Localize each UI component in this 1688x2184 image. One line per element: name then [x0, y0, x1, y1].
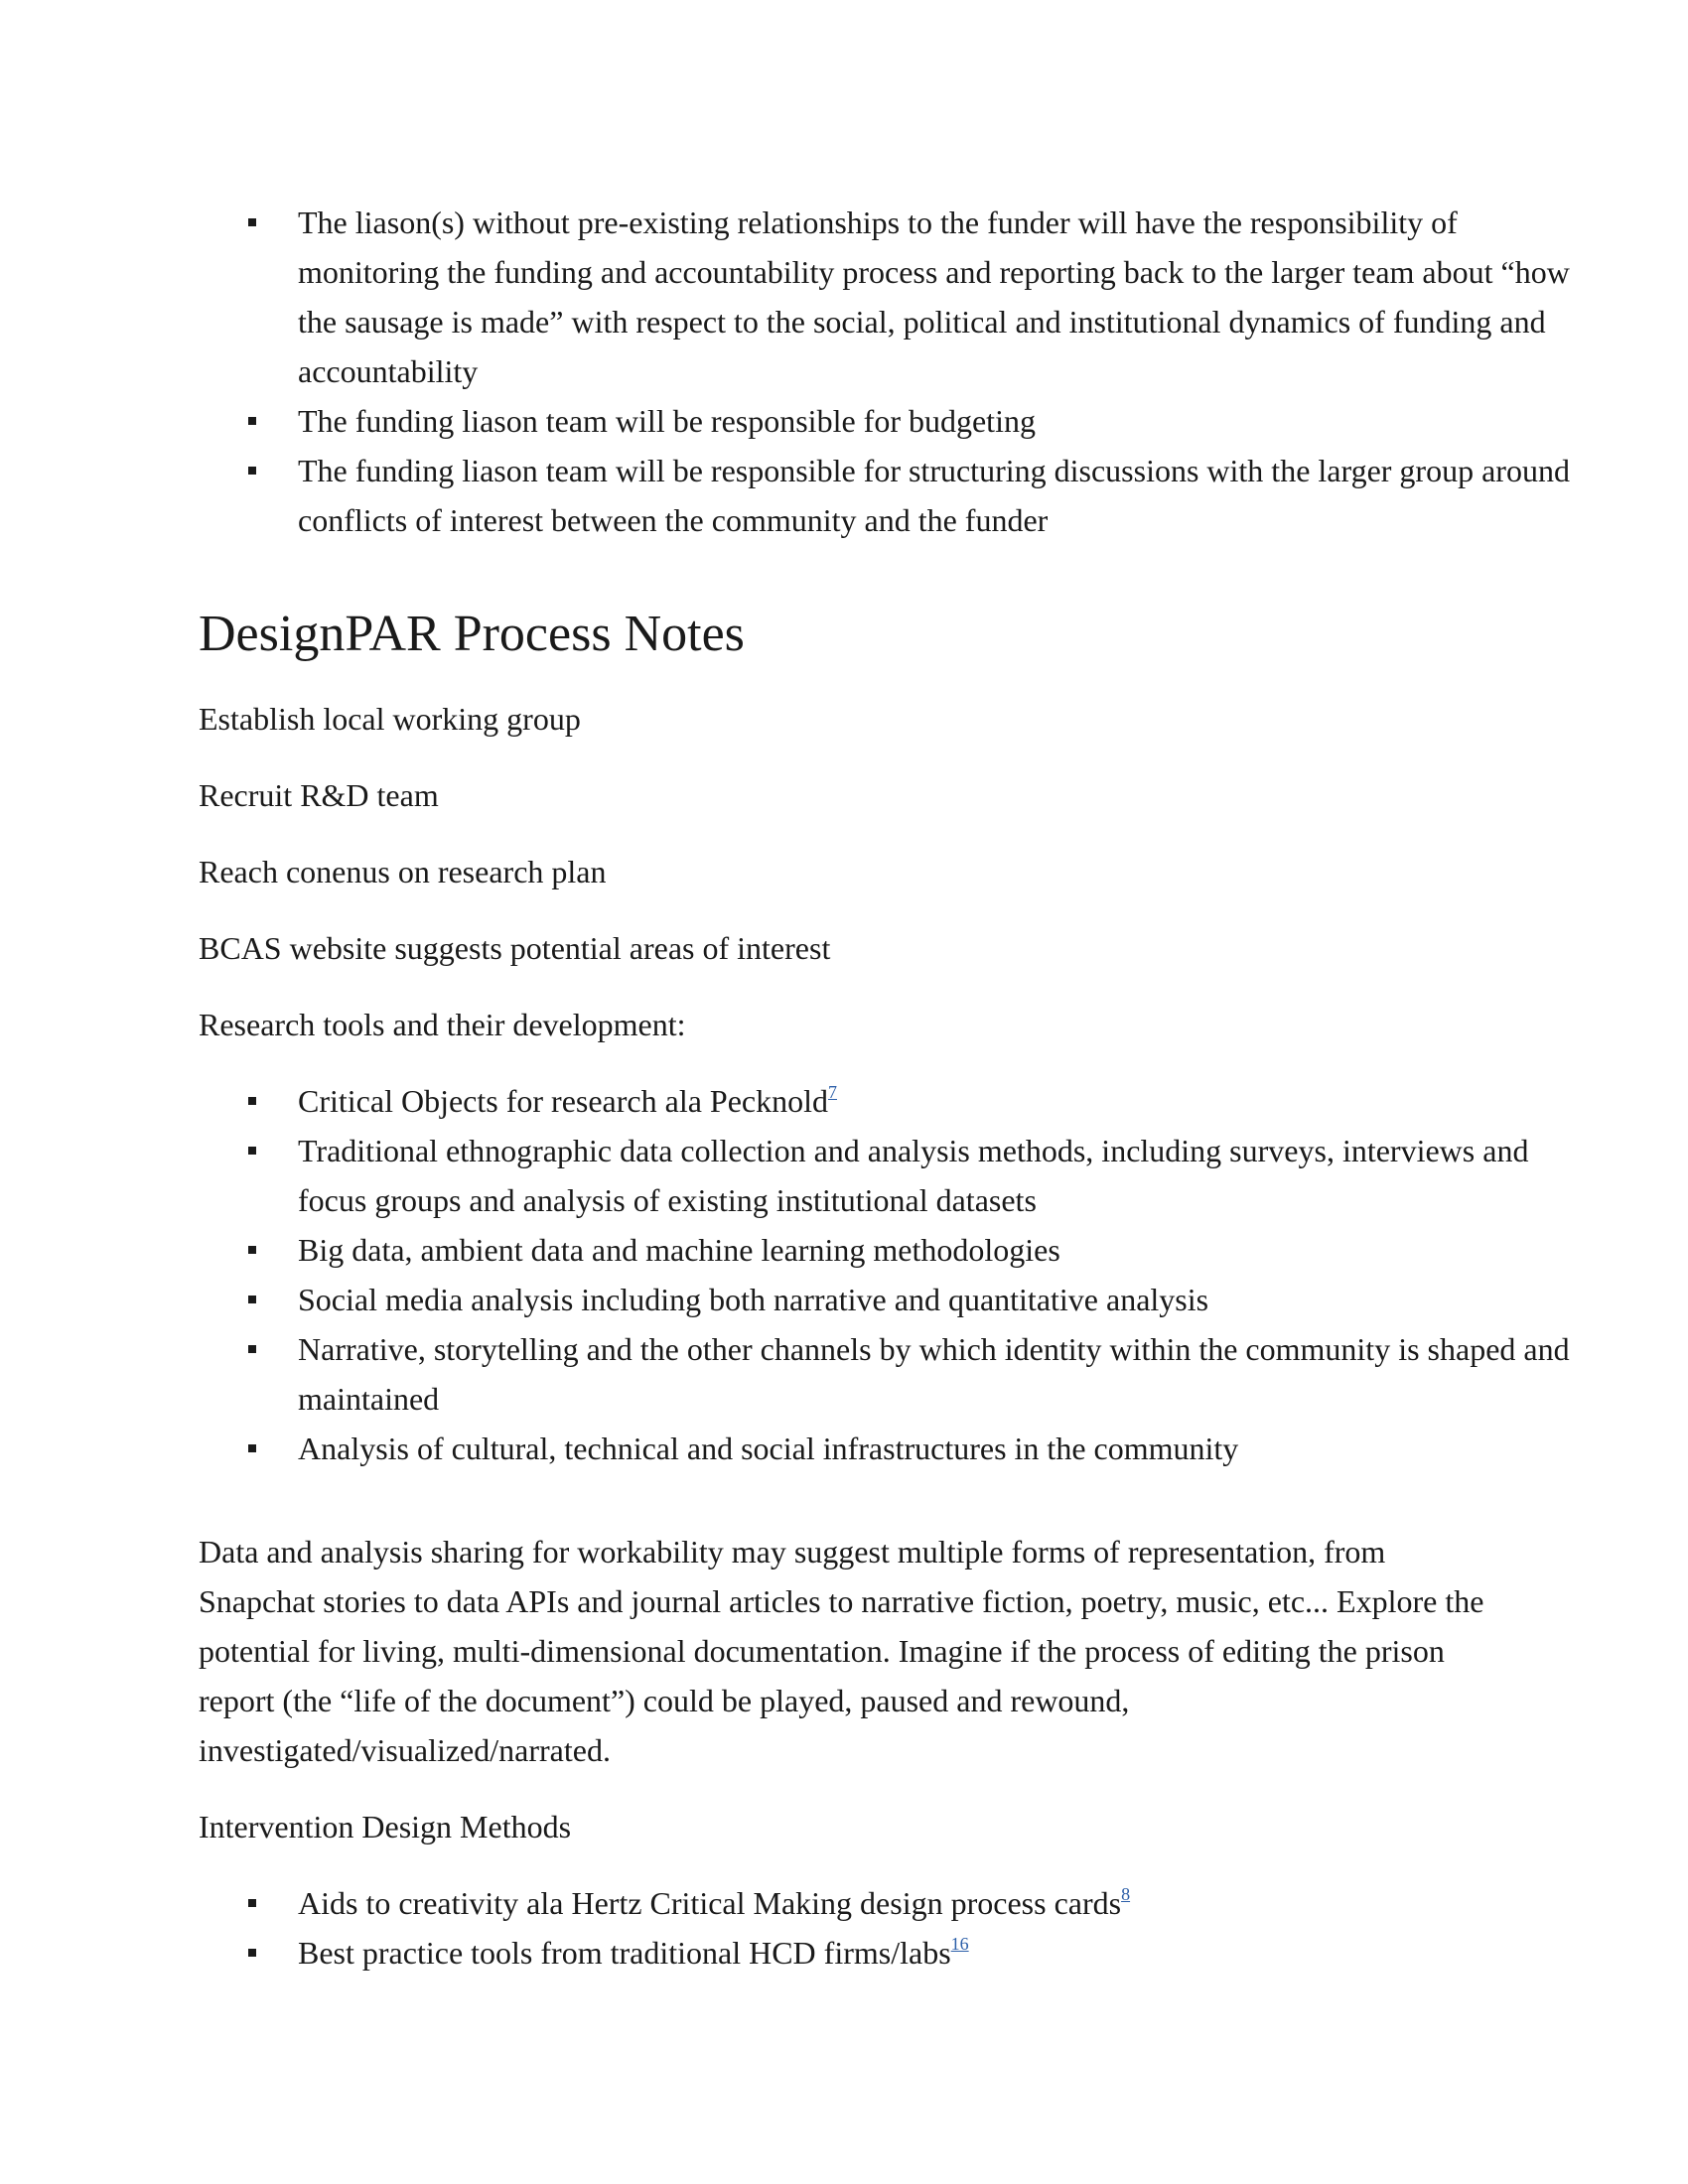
- paragraph-recruit: Recruit R&D team: [199, 777, 439, 813]
- list-item: Narrative, storytelling and the other channels by which identity within the community is shaped and maintained: [298, 1324, 1589, 1424]
- list-item: Critical Objects for research ala Pecknold$^7$: [298, 1076, 1589, 1126]
- paragraph-consensus: Reach conenus on research plan: [199, 854, 607, 889]
- footnote-link[interactable]: 8: [1121, 1884, 1131, 1904]
- list-item: Big data, ambient data and machine learning methodologies: [298, 1225, 1589, 1275]
- list-item: Traditional ethnographic data collection and analysis methods, including surveys, interviews and focus groups and analysis of existing institutional datasets: [298, 1126, 1589, 1225]
- list-item: The funding liason team will be responsible for structuring discussions with the larger group around conflicts of interest between the community and the funder: [298, 446, 1589, 545]
- paragraph-working-group: Establish local working group: [199, 701, 581, 737]
- section-heading: DesignPAR Process Notes: [199, 606, 745, 662]
- paragraph-bcas: BCAS website suggests potential areas of interest: [199, 930, 831, 966]
- paragraph-research-tools: Research tools and their development:: [199, 1007, 686, 1042]
- list-item: Aids to creativity ala Hertz Critical Making design process cards$^8$: [298, 1878, 1589, 1928]
- list-item: Social media analysis including both narrative and quantitative analysis: [298, 1275, 1589, 1324]
- list-item: Best practice tools from traditional HCD firms/labs$^{16}$: [298, 1928, 1589, 1978]
- list-item: The liason(s) without pre-existing relationships to the funder will have the responsibility of monitoring the funding and accountability process and reporting back to the larger team about “how the sausage is made” with respect to the social, political and institutional dynamics of funding and accountability: [298, 198, 1589, 396]
- list-item: The funding liason team will be responsible for budgeting: [298, 396, 1589, 446]
- footnote-link[interactable]: 7: [828, 1082, 837, 1102]
- funding-liaison-list: [199, 198, 1589, 545]
- paragraph-data-sharing: Data and analysis sharing for workability may suggest multiple forms of representation, from Snapchat stories to data APIs and journal articles to narrative fiction, poetry, music, etc... Explore the potential for living, multi-dimensional documentation. Imagine if the process of editing the prison report (the “life of the document”) could be played, paused and rewound, investigated/visualized/narrated.: [199, 1534, 1484, 1768]
- list-item: Analysis of cultural, technical and social infrastructures in the community: [298, 1424, 1589, 1473]
- paragraph-intervention-title: Intervention Design Methods: [199, 1809, 572, 1844]
- footnote-link[interactable]: 16: [950, 1934, 969, 1954]
- intervention-methods-list: [199, 1878, 1589, 1978]
- research-tools-list: [199, 1076, 1589, 1473]
